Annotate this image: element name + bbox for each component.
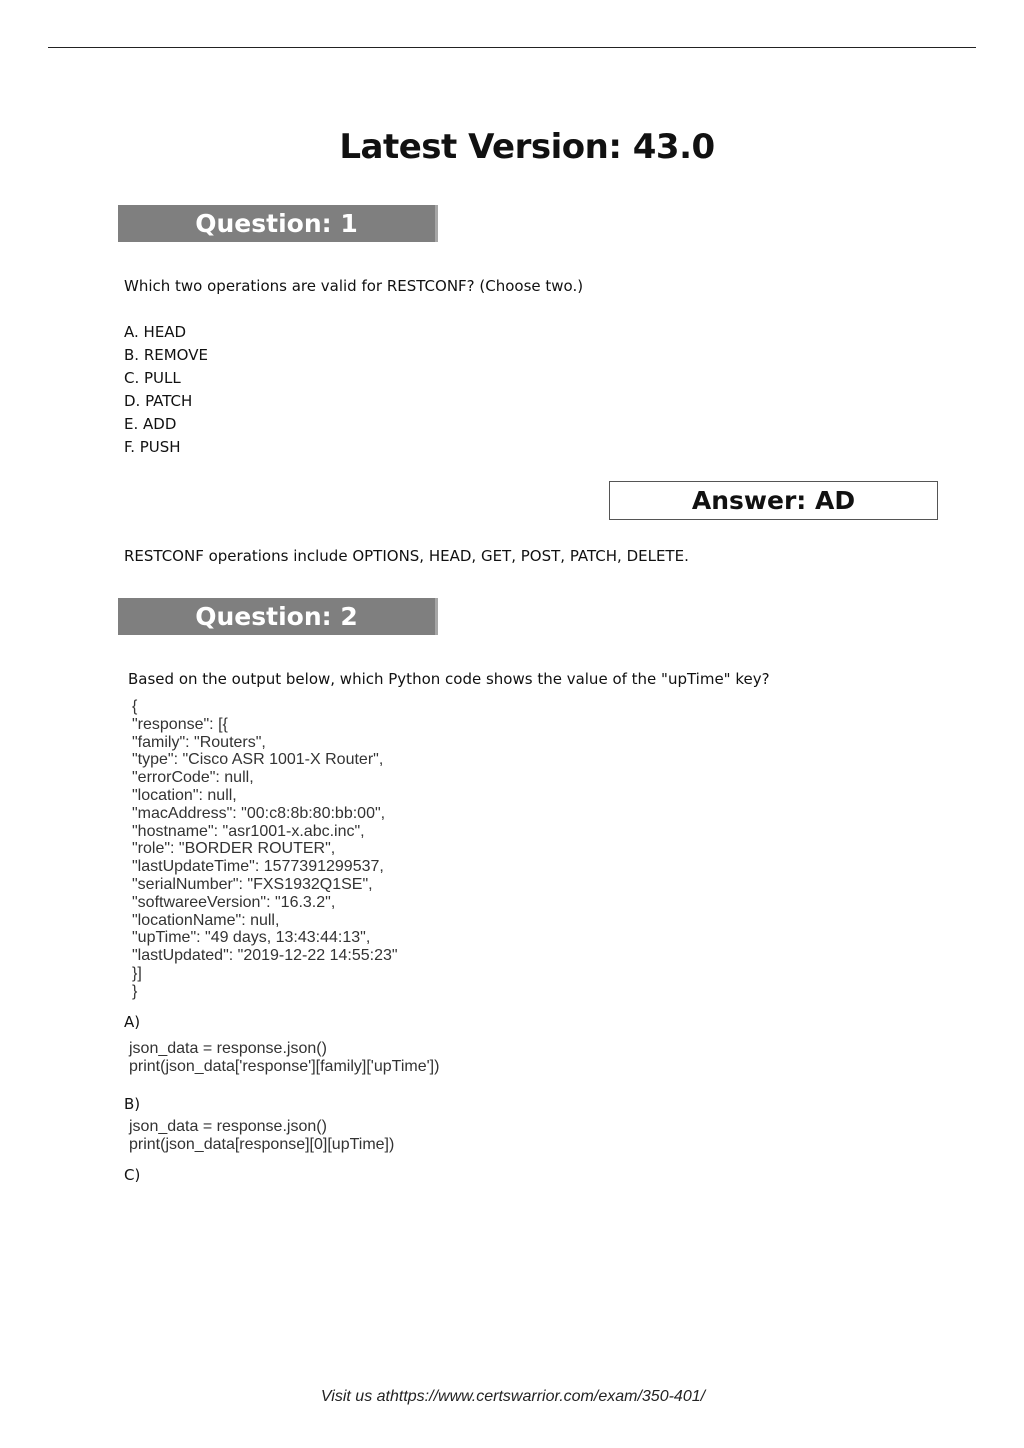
answer-explanation: RESTCONF operations include OPTIONS, HEAD, GET, POST, PATCH, DELETE. [124,547,689,565]
question-1-options [124,321,208,459]
option-a-code: json_data = response.json() print(json_data['response'][family]['upTime']) [129,1040,440,1075]
option-e: E. ADD [124,415,177,433]
option-a-label: A) [124,1013,141,1031]
question-1-banner: Question: 1 [118,205,438,242]
option-b: B. REMOVE [124,346,208,364]
question-2-stem: Based on the output below, which Python code shows the value of the "upTime" key? [128,670,770,688]
question-2-banner: Question: 2 [118,598,438,635]
json-output-block: { "response": [{ "family": "Routers", "type": "Cisco ASR 1001-X Router", "errorCode": null, "location": null, "macAddress": "00:c8:8b:80:bb:00", "hostname": "asr1001-x.abc.inc", "role": "BORDER ROUTER", "lastUpdateTime": 1577391299537, "serialNumber": "FXS1932Q1SE", "softwareeVersion": "16.3.2", "locationName": null, "upTime": "49 days, 13:43:44:13", "lastUpdated": "2019-12-22 14:55:23" }] } [132,698,398,1000]
option-c: C. PULL [124,369,181,387]
option-a: A. HEAD [124,323,187,341]
option-b-code: json_data = response.json() print(json_data[response][0][upTime]) [129,1118,395,1153]
question-1-stem: Which two operations are valid for RESTCONF? (Choose two.) [124,277,584,295]
option-b-label: B) [124,1095,141,1113]
answer-box: Answer: AD [609,481,938,520]
option-c-label: C) [124,1166,141,1184]
option-f: F. PUSH [124,438,181,456]
footer-visit-link: Visit us athttps://www.certswarrior.com/exam/350-401/ [320,1388,706,1405]
option-d: D. PATCH [124,392,193,410]
top-rule [48,47,976,48]
page-title: Latest Version: 43.0 [339,127,715,167]
